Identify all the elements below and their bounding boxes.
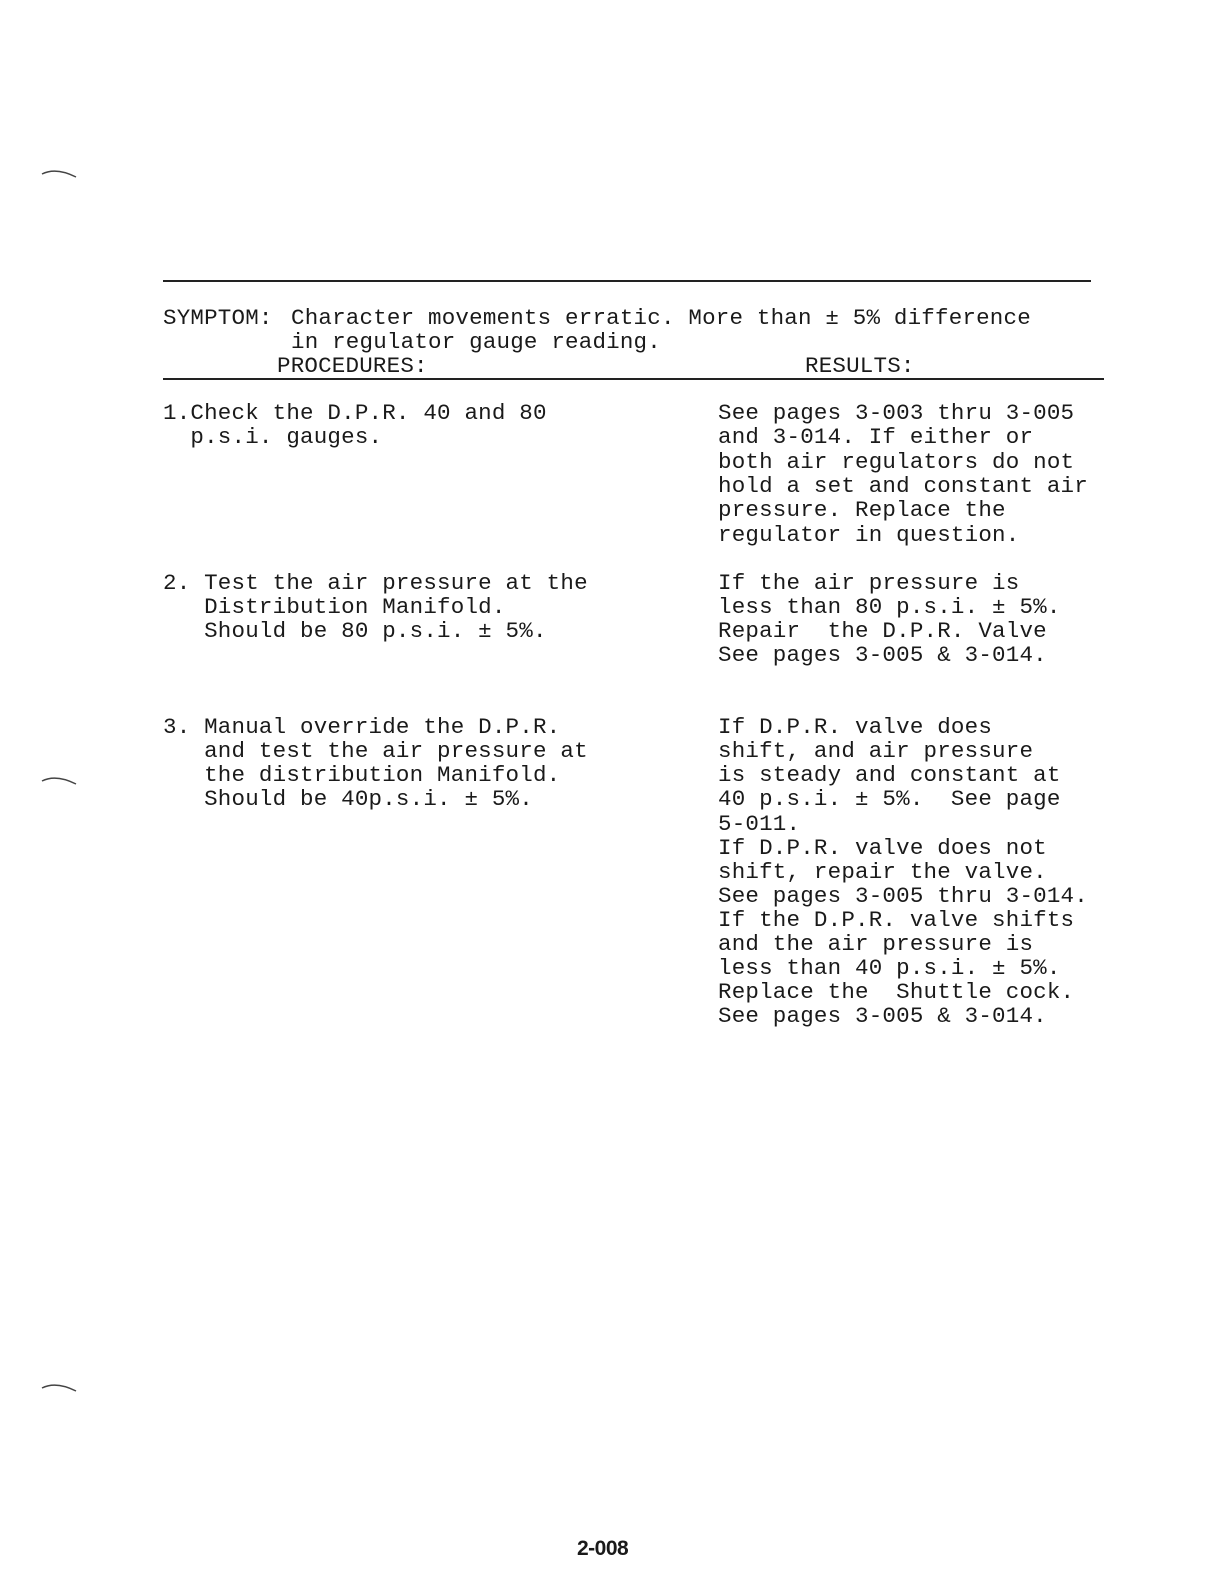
result-line: both air regulators do not — [718, 449, 1075, 475]
result-line: regulator in question. — [718, 522, 1020, 548]
procedure-line: 1.Check the D.P.R. 40 and 80 — [163, 400, 547, 426]
procedure-line: Distribution Manifold. — [163, 594, 506, 620]
result-line: less than 80 p.s.i. ± 5%. — [718, 594, 1061, 620]
result-line: 5-011. — [718, 811, 801, 837]
procedure-line: and test the air pressure at — [163, 738, 588, 764]
result-line: is steady and constant at — [718, 762, 1061, 788]
header-rule — [163, 378, 1104, 380]
symptom-label: SYMPTOM: — [163, 305, 273, 331]
result-line: hold a set and constant air — [718, 473, 1088, 499]
result-line: less than 40 p.s.i. ± 5%. — [718, 955, 1061, 981]
top-rule — [163, 280, 1091, 282]
procedure-line: Should be 40p.s.i. ± 5%. — [163, 786, 533, 812]
procedure-line: p.s.i. gauges. — [163, 424, 383, 450]
result-line: shift, repair the valve. — [718, 859, 1047, 885]
result-line: shift, and air pressure — [718, 738, 1034, 764]
binder-hole-mark — [40, 168, 78, 182]
result-line: and the air pressure is — [718, 931, 1034, 957]
result-line: If D.P.R. valve does not — [718, 835, 1047, 861]
result-line: Repair the D.P.R. Valve — [718, 618, 1047, 644]
procedures-header: PROCEDURES: — [277, 353, 428, 379]
results-header: RESULTS: — [805, 353, 915, 379]
result-line: See pages 3-005 & 3-014. — [718, 1003, 1047, 1029]
binder-hole-mark — [40, 1382, 78, 1396]
result-line: If the air pressure is — [718, 570, 1020, 596]
result-line: Replace the Shuttle cock. — [718, 979, 1075, 1005]
symptom-line: in regulator gauge reading. — [291, 329, 661, 355]
procedure-line: 3. Manual override the D.P.R. — [163, 714, 561, 740]
result-line: See pages 3-005 & 3-014. — [718, 642, 1047, 668]
result-line: and 3-014. If either or — [718, 424, 1034, 450]
result-line: 40 p.s.i. ± 5%. See page — [718, 786, 1061, 812]
procedure-line: 2. Test the air pressure at the — [163, 570, 588, 596]
binder-hole-mark — [40, 775, 78, 789]
result-line: If the D.P.R. valve shifts — [718, 907, 1075, 933]
symptom-line: Character movements erratic. More than ± 5% difference — [291, 305, 1031, 331]
result-line: See pages 3-003 thru 3-005 — [718, 400, 1075, 426]
procedure-line: Should be 80 p.s.i. ± 5%. — [163, 618, 547, 644]
result-line: pressure. Replace the — [718, 497, 1006, 523]
result-line: If D.P.R. valve does — [718, 714, 993, 740]
procedure-line: the distribution Manifold. — [163, 762, 561, 788]
result-line: See pages 3-005 thru 3-014. — [718, 883, 1088, 909]
page-number: 2-008 — [577, 1537, 629, 1560]
